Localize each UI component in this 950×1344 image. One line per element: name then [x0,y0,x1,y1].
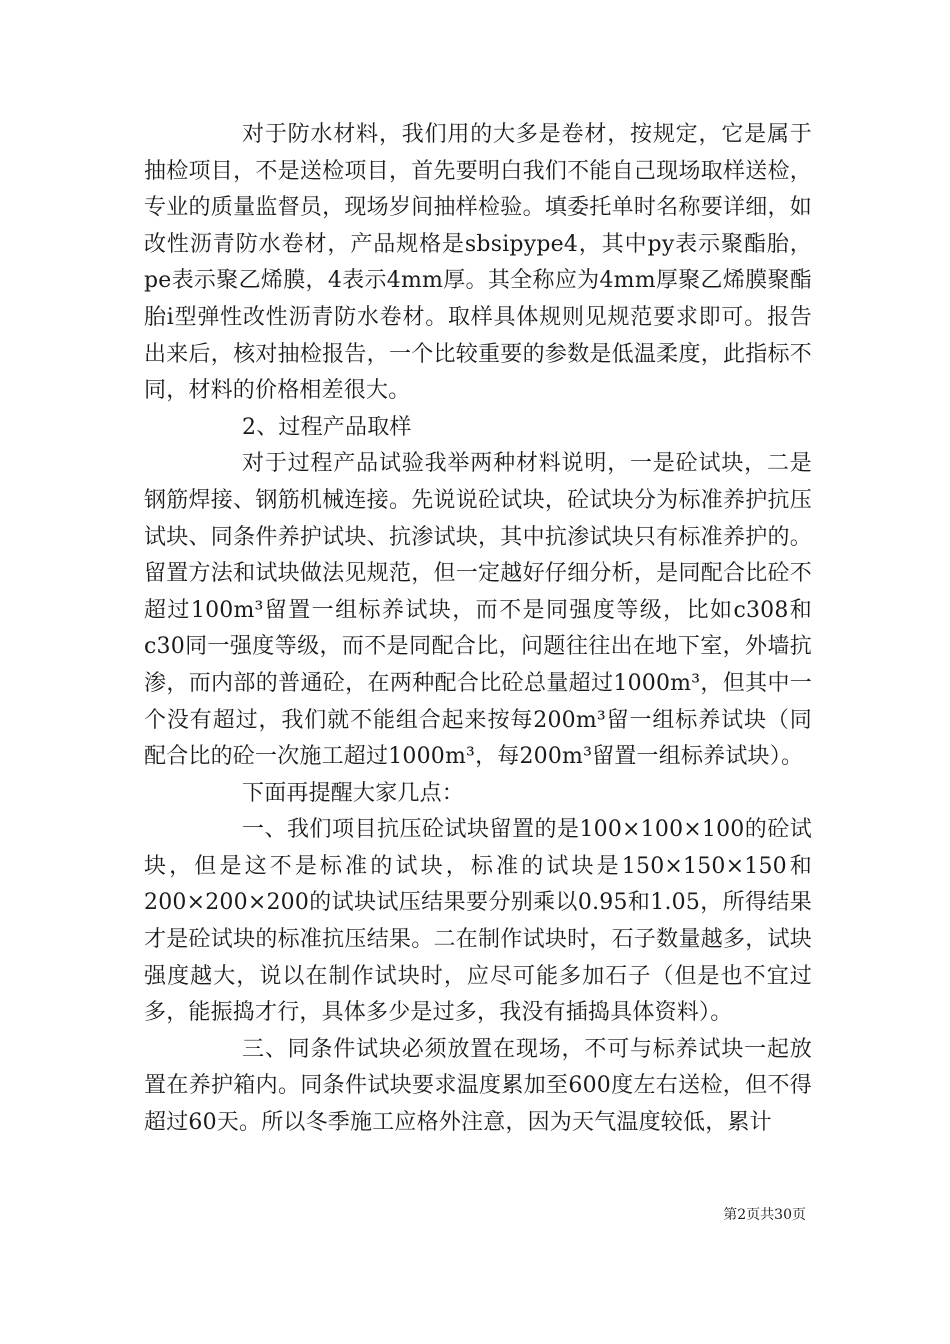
paragraph-concrete-specimens: 对于过程产品试验我举两种材料说明，一是砼试块，二是钢筋焊接、钢筋机械连接。先说说砼试块，砼试块分为标准养护抗压试块、同条件养护试块、抗渗试块，其中抗渗试块只有标准养护的。留置方法和试块做法见规范，但一定越好仔细分析，是同配合比砼不超过100m³留置一组标养试块，而不是同强度等级，比如c308和c30同一强度等级，而不是同配合比，问题往往出在地下室，外墙抗渗，而内部的普通砼，在两种配合比砼总量超过1000m³，但其中一个没有超过，我们就不能组合起来按每200m³留一组标养试块（同配合比的砼一次施工超过1000m³，每200m³留置一组标养试块）。 [144,451,812,770]
paragraph-reminder-one: 一、我们项目抗压砼试块留置的是100×100×100的砼试块，但是这不是标准的试块，标准的试块是150×150×150和200×200×200的试块试压结果要分别乘以0.95和1.05，所得结果才是砼试块的标准抗压结果。二在制作试块时，石子数量越多，试块强度越大，说以在制作试块时，应尽可能多加石子（但是也不宜过多，能振捣才行，具体多少是过多，我没有插捣具体资料）。 [144,817,812,1026]
paragraph-waterproof-materials: 对于防水材料，我们用的大多是卷材，按规定，它是属于抽检项目，不是送检项目，首先要明白我们不能自己现场取样送检，专业的质量监督员，现场岁间抽样检验。填委托单时名称要详细，如改性沥青防水卷材，产品规格是sbsipype4，其中py表示聚酯胎，pe表示聚乙烯膜，4表示4mm厚。其全称应为4mm厚聚乙烯膜聚酯胎i型弹性改性沥青防水卷材。取样具体规则见规范要求即可。报告出来后，核对抽检报告，一个比较重要的参数是低温柔度，此指标不同，材料的价格相差很大。 [144,122,812,404]
paragraph-reminder-three: 三、同条件试块必须放置在现场，不可与标养试块一起放置在养护箱内。同条件试块要求温度累加至600度左右送检，但不得超过60天。所以冬季施工应格外注意，因为天气温度较低，累计 [144,1036,812,1136]
section-heading-process-sampling: 2、过程产品取样 [242,414,412,440]
page-number-footer: 第2页共30页 [723,1207,806,1223]
body-text [144,117,812,1142]
paragraph-reminders-intro: 下面再提醒大家几点： [242,780,465,806]
